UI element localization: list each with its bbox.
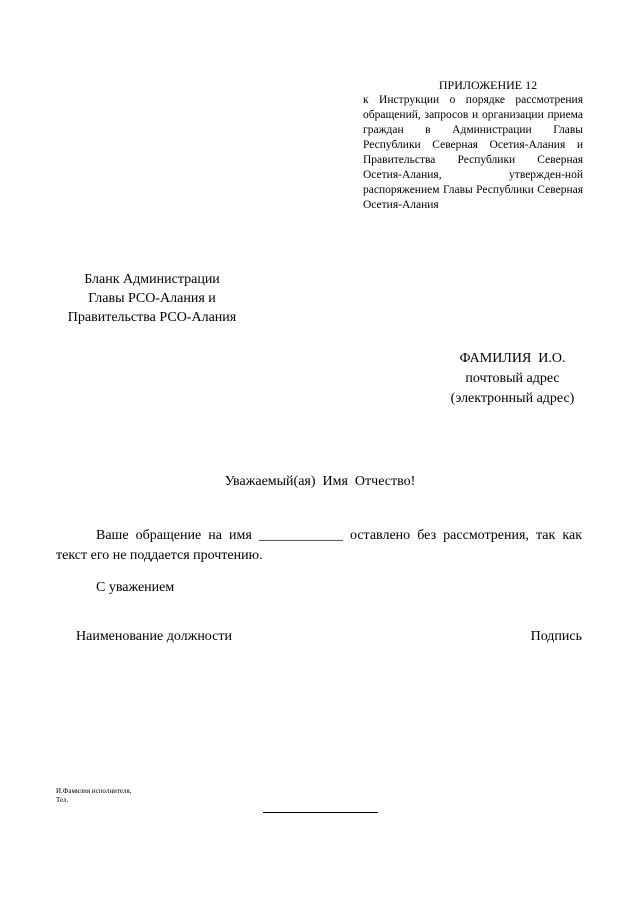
addressee-email-address: (электронный адрес): [450, 391, 575, 406]
letterhead-block: [52, 270, 252, 327]
addressee-postal-address: почтовый адрес: [465, 371, 560, 386]
appendix-block: [363, 78, 583, 213]
addressee-block: [430, 349, 595, 409]
executor-info: [56, 787, 131, 805]
body-paragraph: Ваше обращение на имя ____________ оставлено без рассмотрения, так как текст его не поддается прочтению.: [56, 528, 582, 563]
letterhead-line: Главы РСО-Алания и: [88, 291, 216, 306]
executor-phone: Тел.: [56, 796, 69, 804]
regards-text: С уважением: [96, 580, 175, 595]
addressee-name: ФАМИЛИЯ И.О.: [459, 351, 566, 366]
executor-name: И.Фамилия исполнителя,: [56, 787, 132, 795]
divider-line: [263, 812, 378, 813]
salutation: Уважаемый(ая) Имя Отчество!: [224, 474, 416, 489]
appendix-body: к Инструкции о порядке рассмотрения обращений, запросов и организации приема граждан в Администрации Главы Республики Северная Осетия-Алания и Правительства Республики Северная Осетия-Алания, утвержден-ной распоряжением Главы Республики Северная Осетия-Алания: [363, 94, 583, 211]
position-title: Наименование должности: [76, 629, 232, 644]
appendix-title: ПРИЛОЖЕНИЕ 12: [438, 78, 538, 92]
signature-label: Подпись: [530, 629, 582, 644]
letterhead-line: Бланк Администрации: [84, 272, 220, 287]
letterhead-line: Правительства РСО-Алания: [67, 310, 237, 325]
